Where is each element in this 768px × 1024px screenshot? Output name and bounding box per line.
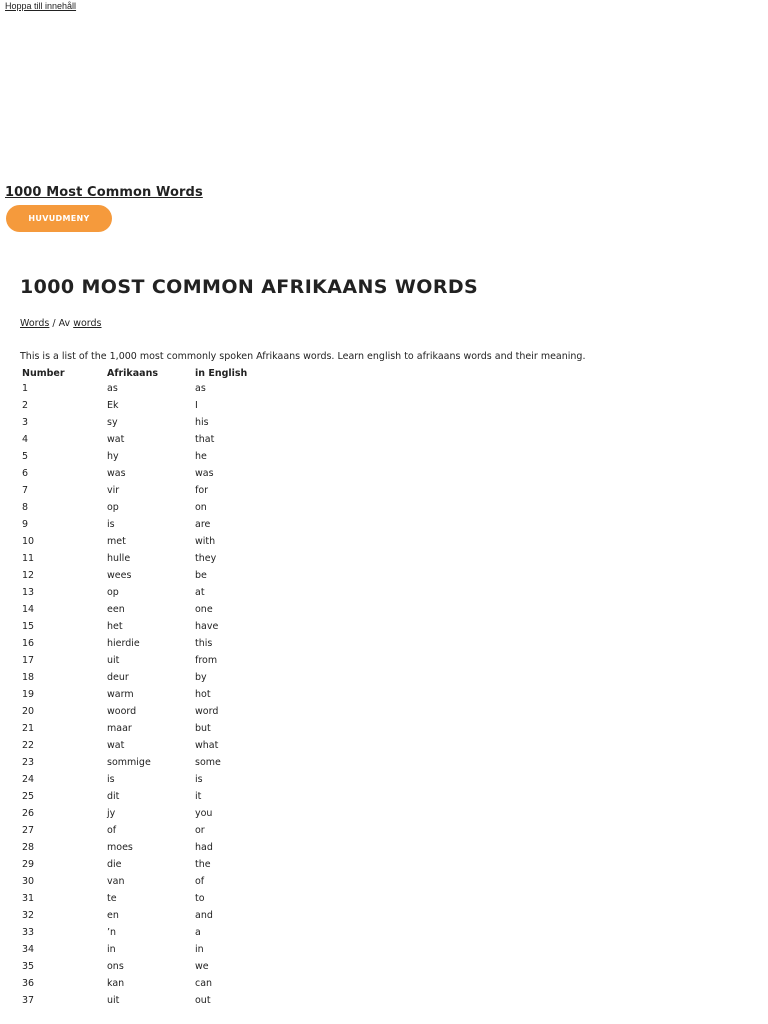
cell-number: 11 (22, 553, 35, 564)
cell-afrikaans: op (107, 502, 119, 513)
table-row (20, 958, 295, 975)
cell-afrikaans: uit (107, 655, 120, 666)
cell-english: they (195, 553, 217, 564)
cell-english: we (195, 961, 209, 972)
table-row (20, 890, 295, 907)
cell-number: 30 (22, 876, 35, 887)
cell-english: can (195, 978, 213, 989)
cell-number: 19 (22, 689, 35, 700)
table-row (20, 856, 295, 873)
table-row (20, 754, 295, 771)
table-row (20, 584, 295, 601)
table-row (20, 567, 295, 584)
table-row (20, 414, 295, 431)
cell-english: in (195, 944, 204, 955)
table-row (20, 652, 295, 669)
cell-number: 6 (22, 468, 29, 479)
cell-english: by (195, 672, 207, 683)
cell-english: as (195, 383, 206, 394)
cell-afrikaans: maar (107, 723, 132, 734)
cell-afrikaans: sommige (107, 757, 151, 768)
cell-english: had (195, 842, 213, 853)
table-row (20, 805, 295, 822)
table-row (20, 686, 295, 703)
cell-afrikaans: deur (107, 672, 129, 683)
breadcrumb (20, 318, 102, 329)
cell-number: 33 (22, 927, 35, 938)
table-row (20, 431, 295, 448)
cell-number: 28 (22, 842, 35, 853)
cell-english: or (195, 825, 205, 836)
cell-number: 22 (22, 740, 35, 751)
cell-english: one (195, 604, 213, 615)
word-table (20, 366, 295, 1009)
cell-english: but (195, 723, 211, 734)
cell-afrikaans: ’n (107, 927, 117, 938)
cell-afrikaans: Ek (107, 400, 119, 411)
cell-english: the (195, 859, 211, 870)
cell-number: 25 (22, 791, 35, 802)
cell-number: 35 (22, 961, 35, 972)
cell-afrikaans: of (107, 825, 117, 836)
table-row (20, 465, 295, 482)
cell-number: 7 (22, 485, 29, 496)
table-row (20, 550, 295, 567)
intro-text: This is a list of the 1,000 most commonly spoken Afrikaans words. Learn english to afrikaans words and their meaning. (20, 350, 586, 362)
cell-afrikaans: as (107, 383, 118, 394)
cell-number: 31 (22, 893, 35, 904)
cell-english: be (195, 570, 207, 581)
cell-number: 8 (22, 502, 29, 513)
cell-english: to (195, 893, 205, 904)
cell-afrikaans: in (107, 944, 116, 955)
cell-number: 32 (22, 910, 35, 921)
table-row (20, 737, 295, 754)
table-row (20, 975, 295, 992)
cell-number: 13 (22, 587, 35, 598)
cell-english: was (195, 468, 214, 479)
cell-number: 34 (22, 944, 35, 955)
table-row (20, 380, 295, 397)
cell-number: 9 (22, 519, 29, 530)
cell-english: a (195, 927, 201, 938)
cell-afrikaans: dit (107, 791, 120, 802)
table-header-row (20, 366, 295, 380)
cell-afrikaans: te (107, 893, 117, 904)
cell-number: 12 (22, 570, 35, 581)
cell-afrikaans: met (107, 536, 126, 547)
table-row (20, 788, 295, 805)
cell-afrikaans: wees (107, 570, 132, 581)
cell-afrikaans: die (107, 859, 122, 870)
cell-number: 15 (22, 621, 35, 632)
cell-afrikaans: woord (107, 706, 137, 717)
table-row (20, 482, 295, 499)
table-row (20, 822, 295, 839)
cell-english: I (195, 400, 198, 411)
cell-afrikaans: het (107, 621, 123, 632)
cell-english: are (195, 519, 211, 530)
cell-number: 23 (22, 757, 35, 768)
table-body (20, 380, 295, 1009)
header-number: Number (22, 367, 65, 379)
cell-english: and (195, 910, 213, 921)
cell-afrikaans: ons (107, 961, 124, 972)
cell-number: 2 (22, 400, 29, 411)
cell-afrikaans: en (107, 910, 119, 921)
cell-afrikaans: kan (107, 978, 125, 989)
cell-number: 16 (22, 638, 35, 649)
cell-afrikaans: een (107, 604, 125, 615)
page-title: 1000 MOST COMMON AFRIKAANS WORDS (20, 276, 479, 298)
cell-afrikaans: was (107, 468, 126, 479)
cell-english: he (195, 451, 207, 462)
cell-english: his (195, 417, 209, 428)
cell-english: word (195, 706, 219, 717)
cell-afrikaans: uit (107, 995, 120, 1006)
cell-afrikaans: van (107, 876, 125, 887)
cell-english: this (195, 638, 213, 649)
cell-afrikaans: vir (107, 485, 120, 496)
skip-to-content-link[interactable]: Hoppa till innehåll (5, 1, 77, 11)
cell-number: 4 (22, 434, 29, 445)
cell-english: what (195, 740, 219, 751)
cell-english: have (195, 621, 219, 632)
cell-afrikaans: wat (107, 434, 125, 445)
table-row (20, 941, 295, 958)
header-afrikaans: Afrikaans (107, 367, 158, 379)
cell-afrikaans: op (107, 587, 119, 598)
cell-english: for (195, 485, 209, 496)
cell-english: from (195, 655, 218, 666)
table-row (20, 924, 295, 941)
table-row (20, 516, 295, 533)
cell-number: 5 (22, 451, 29, 462)
cell-english: on (195, 502, 207, 513)
breadcrumb-author-link[interactable]: words (73, 318, 102, 329)
cell-number: 26 (22, 808, 35, 819)
cell-number: 27 (22, 825, 35, 836)
cell-number: 17 (22, 655, 35, 666)
cell-number: 24 (22, 774, 35, 785)
cell-english: you (195, 808, 213, 819)
table-row (20, 839, 295, 856)
header-english: in English (195, 367, 248, 379)
cell-number: 37 (22, 995, 35, 1006)
cell-afrikaans: jy (107, 808, 116, 819)
breadcrumb-category-link[interactable]: Words (20, 318, 50, 329)
cell-afrikaans: warm (107, 689, 134, 700)
cell-english: of (195, 876, 205, 887)
table-row (20, 533, 295, 550)
table-row (20, 601, 295, 618)
cell-number: 3 (22, 417, 29, 428)
breadcrumb-separator: / Av (49, 318, 74, 329)
table-row (20, 873, 295, 890)
site-title-link[interactable]: 1000 Most Common Words (5, 185, 203, 200)
table-row (20, 635, 295, 652)
table-row (20, 397, 295, 414)
cell-number: 21 (22, 723, 35, 734)
table-row (20, 771, 295, 788)
cell-english: at (195, 587, 205, 598)
table-row (20, 703, 295, 720)
cell-number: 29 (22, 859, 35, 870)
cell-english: that (195, 434, 215, 445)
cell-english: is (195, 774, 203, 785)
cell-english: out (195, 995, 211, 1006)
cell-afrikaans: hulle (107, 553, 131, 564)
cell-number: 10 (22, 536, 35, 547)
table-row (20, 499, 295, 516)
cell-number: 1 (22, 383, 29, 394)
cell-afrikaans: hierdie (107, 638, 140, 649)
table-row (20, 720, 295, 737)
table-row (20, 669, 295, 686)
cell-afrikaans: moes (107, 842, 133, 853)
cell-afrikaans: sy (107, 417, 118, 428)
table-row (20, 448, 295, 465)
table-row (20, 618, 295, 635)
cell-afrikaans: is (107, 519, 115, 530)
cell-afrikaans: is (107, 774, 115, 785)
cell-number: 14 (22, 604, 35, 615)
cell-english: some (195, 757, 221, 768)
cell-afrikaans: hy (107, 451, 119, 462)
cell-english: with (195, 536, 216, 547)
table-row (20, 907, 295, 924)
cell-english: it (195, 791, 202, 802)
table-row (20, 992, 295, 1009)
cell-number: 20 (22, 706, 35, 717)
main-menu-button[interactable]: HUVUDMENY (6, 205, 112, 232)
cell-english: hot (195, 689, 211, 700)
cell-number: 18 (22, 672, 35, 683)
cell-afrikaans: wat (107, 740, 125, 751)
cell-number: 36 (22, 978, 35, 989)
